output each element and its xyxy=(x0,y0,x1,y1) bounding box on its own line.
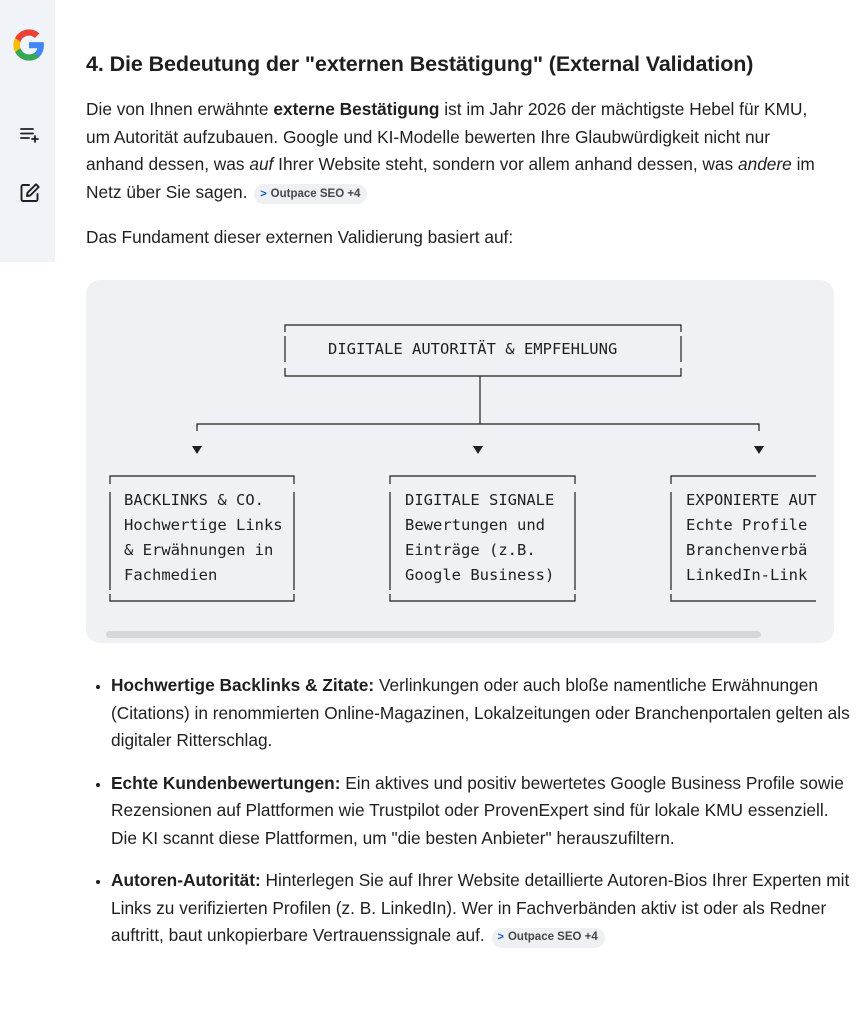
diagram-box-signals xyxy=(405,491,554,584)
source-chip-label: Outpace SEO +4 xyxy=(270,187,361,200)
arrow-down-icon xyxy=(192,446,202,454)
source-chip[interactable] xyxy=(254,184,367,204)
list-item xyxy=(111,672,857,755)
list-item-text: Verlinkungen oder auch bloße namentliche Erwähnungen (Citations) in renommierten Online-Magazinen, Lokalzeitungen oder Branchenportalen gelten als digitaler Ritterschlag. xyxy=(111,675,850,750)
list-item-text: Hinterlegen Sie auf Ihrer Website detaillierte Autoren-Bios Ihrer Experten mit Links zu verifizierten Profilen (z. B. LinkedIn). Wer in Fachverbänden aktiv ist oder als Redner auftritt, baut unkopierbare Vertrauenssignale auf. xyxy=(111,870,850,945)
section-heading: 4. Die Bedeutung der "externen Bestätigung" (External Validation) xyxy=(86,52,754,76)
edit-icon[interactable] xyxy=(18,181,42,205)
box-line: Google Business) xyxy=(405,566,555,584)
chevron-right-icon: > xyxy=(260,187,267,200)
lead-paragraph: Das Fundament dieser externen Validierung basiert auf: xyxy=(86,227,514,247)
diagram-top-label: DIGITALE AUTORITÄT & EMPFEHLUNG xyxy=(328,340,618,358)
box-line: Echte Profile xyxy=(686,516,808,534)
source-chip[interactable] xyxy=(492,928,605,948)
box-line: Einträge (z.B. xyxy=(405,541,536,559)
arrow-down-icon xyxy=(754,446,764,454)
validation-list xyxy=(86,672,857,965)
box-line: BACKLINKS & CO. xyxy=(124,491,264,509)
source-chip-label: Outpace SEO +4 xyxy=(507,931,598,943)
diagram-box-authority xyxy=(686,491,817,584)
box-line: Fachmedien xyxy=(124,566,218,584)
box-line: EXPONIERTE AUT xyxy=(686,491,817,509)
list-item xyxy=(111,867,857,950)
list-item xyxy=(111,770,857,853)
arrow-down-icon xyxy=(473,446,483,454)
italic-phrase: auf xyxy=(249,154,274,174)
list-item-text: Ein aktives und positiv bewertetes Google Business Profile sowie Rezensionen auf Plattformen wie Trustpilot oder ProvenExpert sind für lokale KMU essenziell. Die KI scannt diese Plattformen, um "die besten Anbieter" herauszufiltern. xyxy=(111,772,844,848)
intro-paragraph xyxy=(86,96,828,206)
text-run: Die von Ihnen erwähnte xyxy=(86,99,274,119)
horizontal-scrollbar[interactable] xyxy=(106,631,761,638)
box-line: Hochwertige Links xyxy=(124,516,283,534)
text-run: ist im Jahr 2026 der mächtigste Hebel für KMU, um Autorität aufzubauen. Google und KI-Modelle bewerten Ihre Glaubwürdigkeit nicht nur anhand dessen, was xyxy=(86,99,808,174)
diagram-canvas xyxy=(86,280,834,643)
box-line: LinkedIn-Link xyxy=(686,566,808,584)
box-line: Bewertungen und xyxy=(405,516,545,534)
side-rail xyxy=(0,0,55,262)
chevron-right-icon: > xyxy=(497,931,504,943)
list-item-title: Hochwertige Backlinks & Zitate: xyxy=(111,675,375,695)
list-item-title: Autoren-Autorität: xyxy=(111,870,261,890)
bold-phrase: externe Bestätigung xyxy=(273,99,440,119)
text-run: im Netz über Sie sagen. xyxy=(86,154,815,202)
box-line: & Erwähnungen in xyxy=(124,541,274,559)
italic-phrase: andere xyxy=(737,154,792,174)
text-run: Ihrer Website steht, sondern vor allem anhand dessen, was xyxy=(273,154,738,174)
ascii-diagram-block xyxy=(86,280,834,643)
box-line: Branchenverbä xyxy=(686,541,808,559)
box-line: DIGITALE SIGNALE xyxy=(405,491,555,509)
playlist-add-icon[interactable] xyxy=(18,123,42,147)
diagram-box-backlinks xyxy=(124,491,283,584)
google-logo-icon[interactable] xyxy=(12,28,46,62)
list-item-title: Echte Kundenbewertungen: xyxy=(111,772,341,793)
